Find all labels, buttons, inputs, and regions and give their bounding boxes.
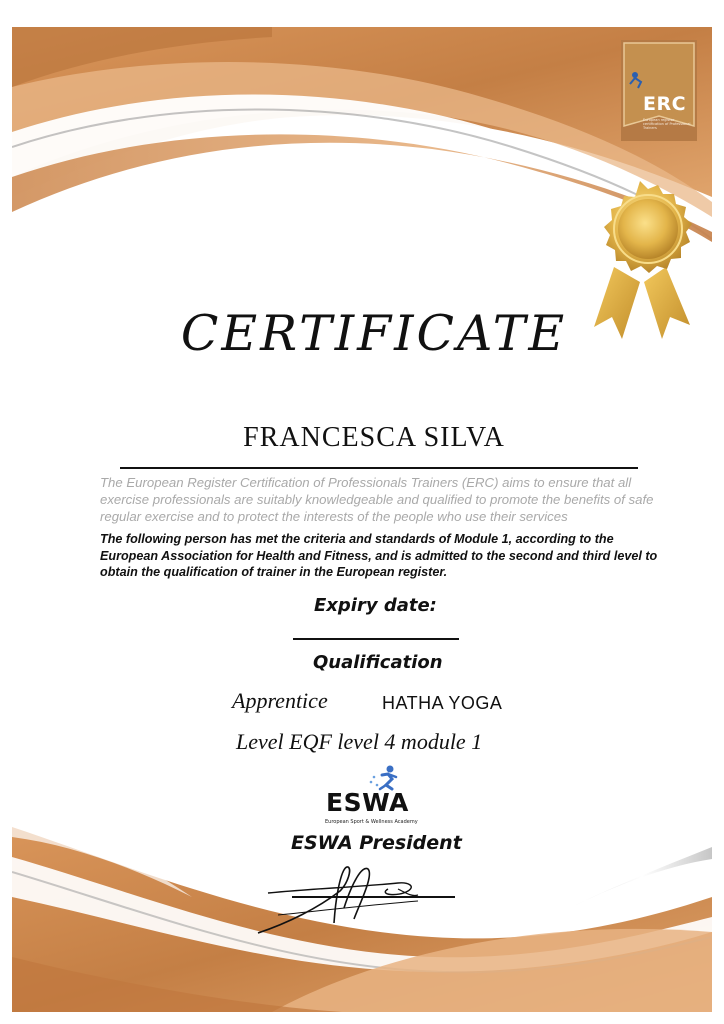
- certification-statement: The following person has met the criteria and standards of Module 1, according to the European Association for Health and Fitness, and is admitted to the second and third level to obtain the qualification of trainer in the European register.: [100, 532, 658, 579]
- discipline-value: HATHA YOGA: [382, 693, 503, 713]
- eswa-logo-subtitle: European Sport & Wellness Academy: [325, 819, 418, 825]
- certificate-page: [12, 27, 712, 1012]
- qualification-label: Qualification: [313, 652, 443, 673]
- apprentice-label: Apprentice: [232, 688, 328, 713]
- erc-logo-subtitle: European register certification of Professional Trainers: [643, 118, 691, 130]
- level-value: Level EQF level 4 module 1: [236, 729, 483, 754]
- erc-logo-text: ERC: [643, 93, 687, 115]
- expiry-date-line: [293, 638, 459, 640]
- erc-intro-text: The European Register Certification of Professionals Trainers (ERC) aims to ensure that all exercise professionals are suitably knowledgeable and qualified to promote the benefits of safe regular exercise and to protect the interests of the people who use their services: [100, 475, 654, 524]
- eswa-logo-text: ESWA: [326, 788, 409, 817]
- recipient-name: FRANCESCA SILVA: [243, 422, 505, 453]
- name-underline: [120, 467, 638, 469]
- president-label: ESWA President: [291, 832, 462, 854]
- handwritten-signature: [248, 853, 468, 943]
- expiry-date-label: Expiry date:: [314, 595, 437, 616]
- certificate-title: CERTIFICATE: [180, 305, 568, 362]
